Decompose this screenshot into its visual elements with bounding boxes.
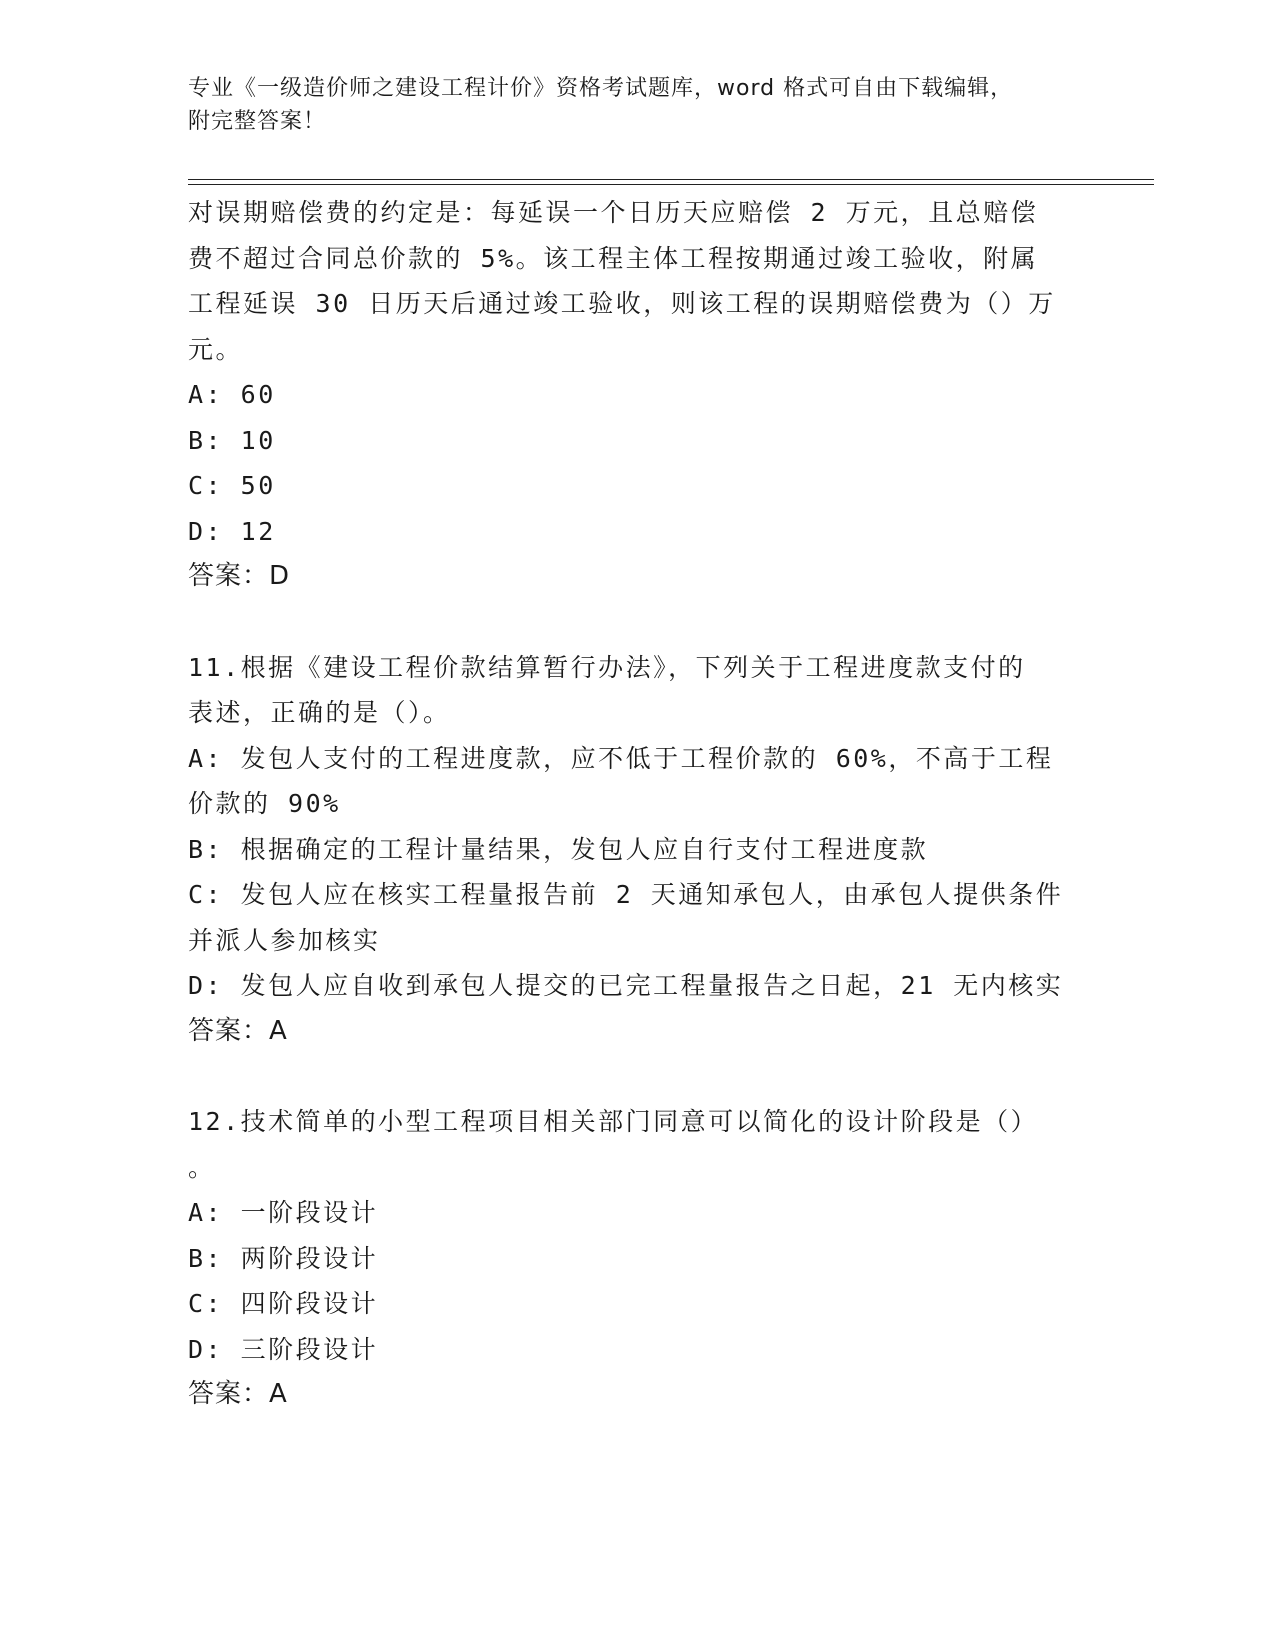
document-header (188, 72, 1088, 138)
spacer (188, 1054, 1088, 1099)
option-a: A: 发包人支付的工程进度款，应不低于工程价款的 60%，不高于工程 (188, 743, 1054, 773)
option-d: D: 发包人应自收到承包人提交的已完工程量报告之日起，21 无内核实 (188, 971, 1064, 1000)
question-stem-line: 表述，正确的是（）。 (188, 698, 451, 727)
header-divider-bottom (188, 184, 1154, 185)
option-a-continued: 价款的 90% (188, 789, 341, 818)
header-line-2: 附完整答案！ (188, 109, 327, 134)
question-stem-line: 对误期赔偿费的约定是：每延误一个日历天应赔偿 2 万元，且总赔偿 (188, 198, 1039, 227)
answer-line: 答案：A (188, 1015, 288, 1046)
question-stem-line: 费不超过合同总价款的 5%。该工程主体工程按期通过竣工验收，附属 (188, 243, 1039, 273)
option-b: B: 两阶段设计 (188, 1243, 379, 1273)
option-a: A: 60 (188, 380, 276, 409)
question-stem-line: 元。 (188, 334, 244, 364)
option-a: A: 一阶段设计 (188, 1198, 379, 1227)
question-stem-line: 11.根据《建设工程价款结算暂行办法》，下列关于工程进度款支付的 (188, 652, 1026, 682)
answer-line: 答案：D (188, 561, 291, 591)
question-stem-line: 12.技术简单的小型工程项目相关部门同意可以简化的设计阶段是（） (188, 1107, 1039, 1136)
question-stem-line: 工程延误 30 日历天后通过竣工验收，则该工程的误期赔偿费为（）万 (188, 289, 1056, 318)
option-b: B: 10 (188, 425, 276, 455)
question-11 (188, 645, 1088, 1055)
header-divider-top (188, 179, 1154, 180)
answer-line: 答案：A (188, 1379, 288, 1409)
spacer (188, 600, 1088, 645)
question-content (188, 190, 1088, 1418)
header-line-1: 专业《一级造价师之建设工程计价》资格考试题库，word 格式可自由下载编辑， (188, 76, 1014, 101)
option-c: C: 50 (188, 471, 276, 500)
option-c: C: 四阶段设计 (188, 1289, 379, 1318)
option-d: D: 12 (188, 516, 276, 546)
option-d: D: 三阶段设计 (188, 1334, 379, 1364)
option-c-continued: 并派人参加核实 (188, 925, 381, 955)
question-12 (188, 1099, 1088, 1418)
question-stem-line: 。 (188, 1152, 216, 1182)
option-c: C: 发包人应在核实工程量报告前 2 天通知承包人，由承包人提供条件 (188, 880, 1064, 909)
option-b: B: 根据确定的工程计量结果，发包人应自行支付工程进度款 (188, 834, 929, 864)
question-10 (188, 190, 1088, 600)
